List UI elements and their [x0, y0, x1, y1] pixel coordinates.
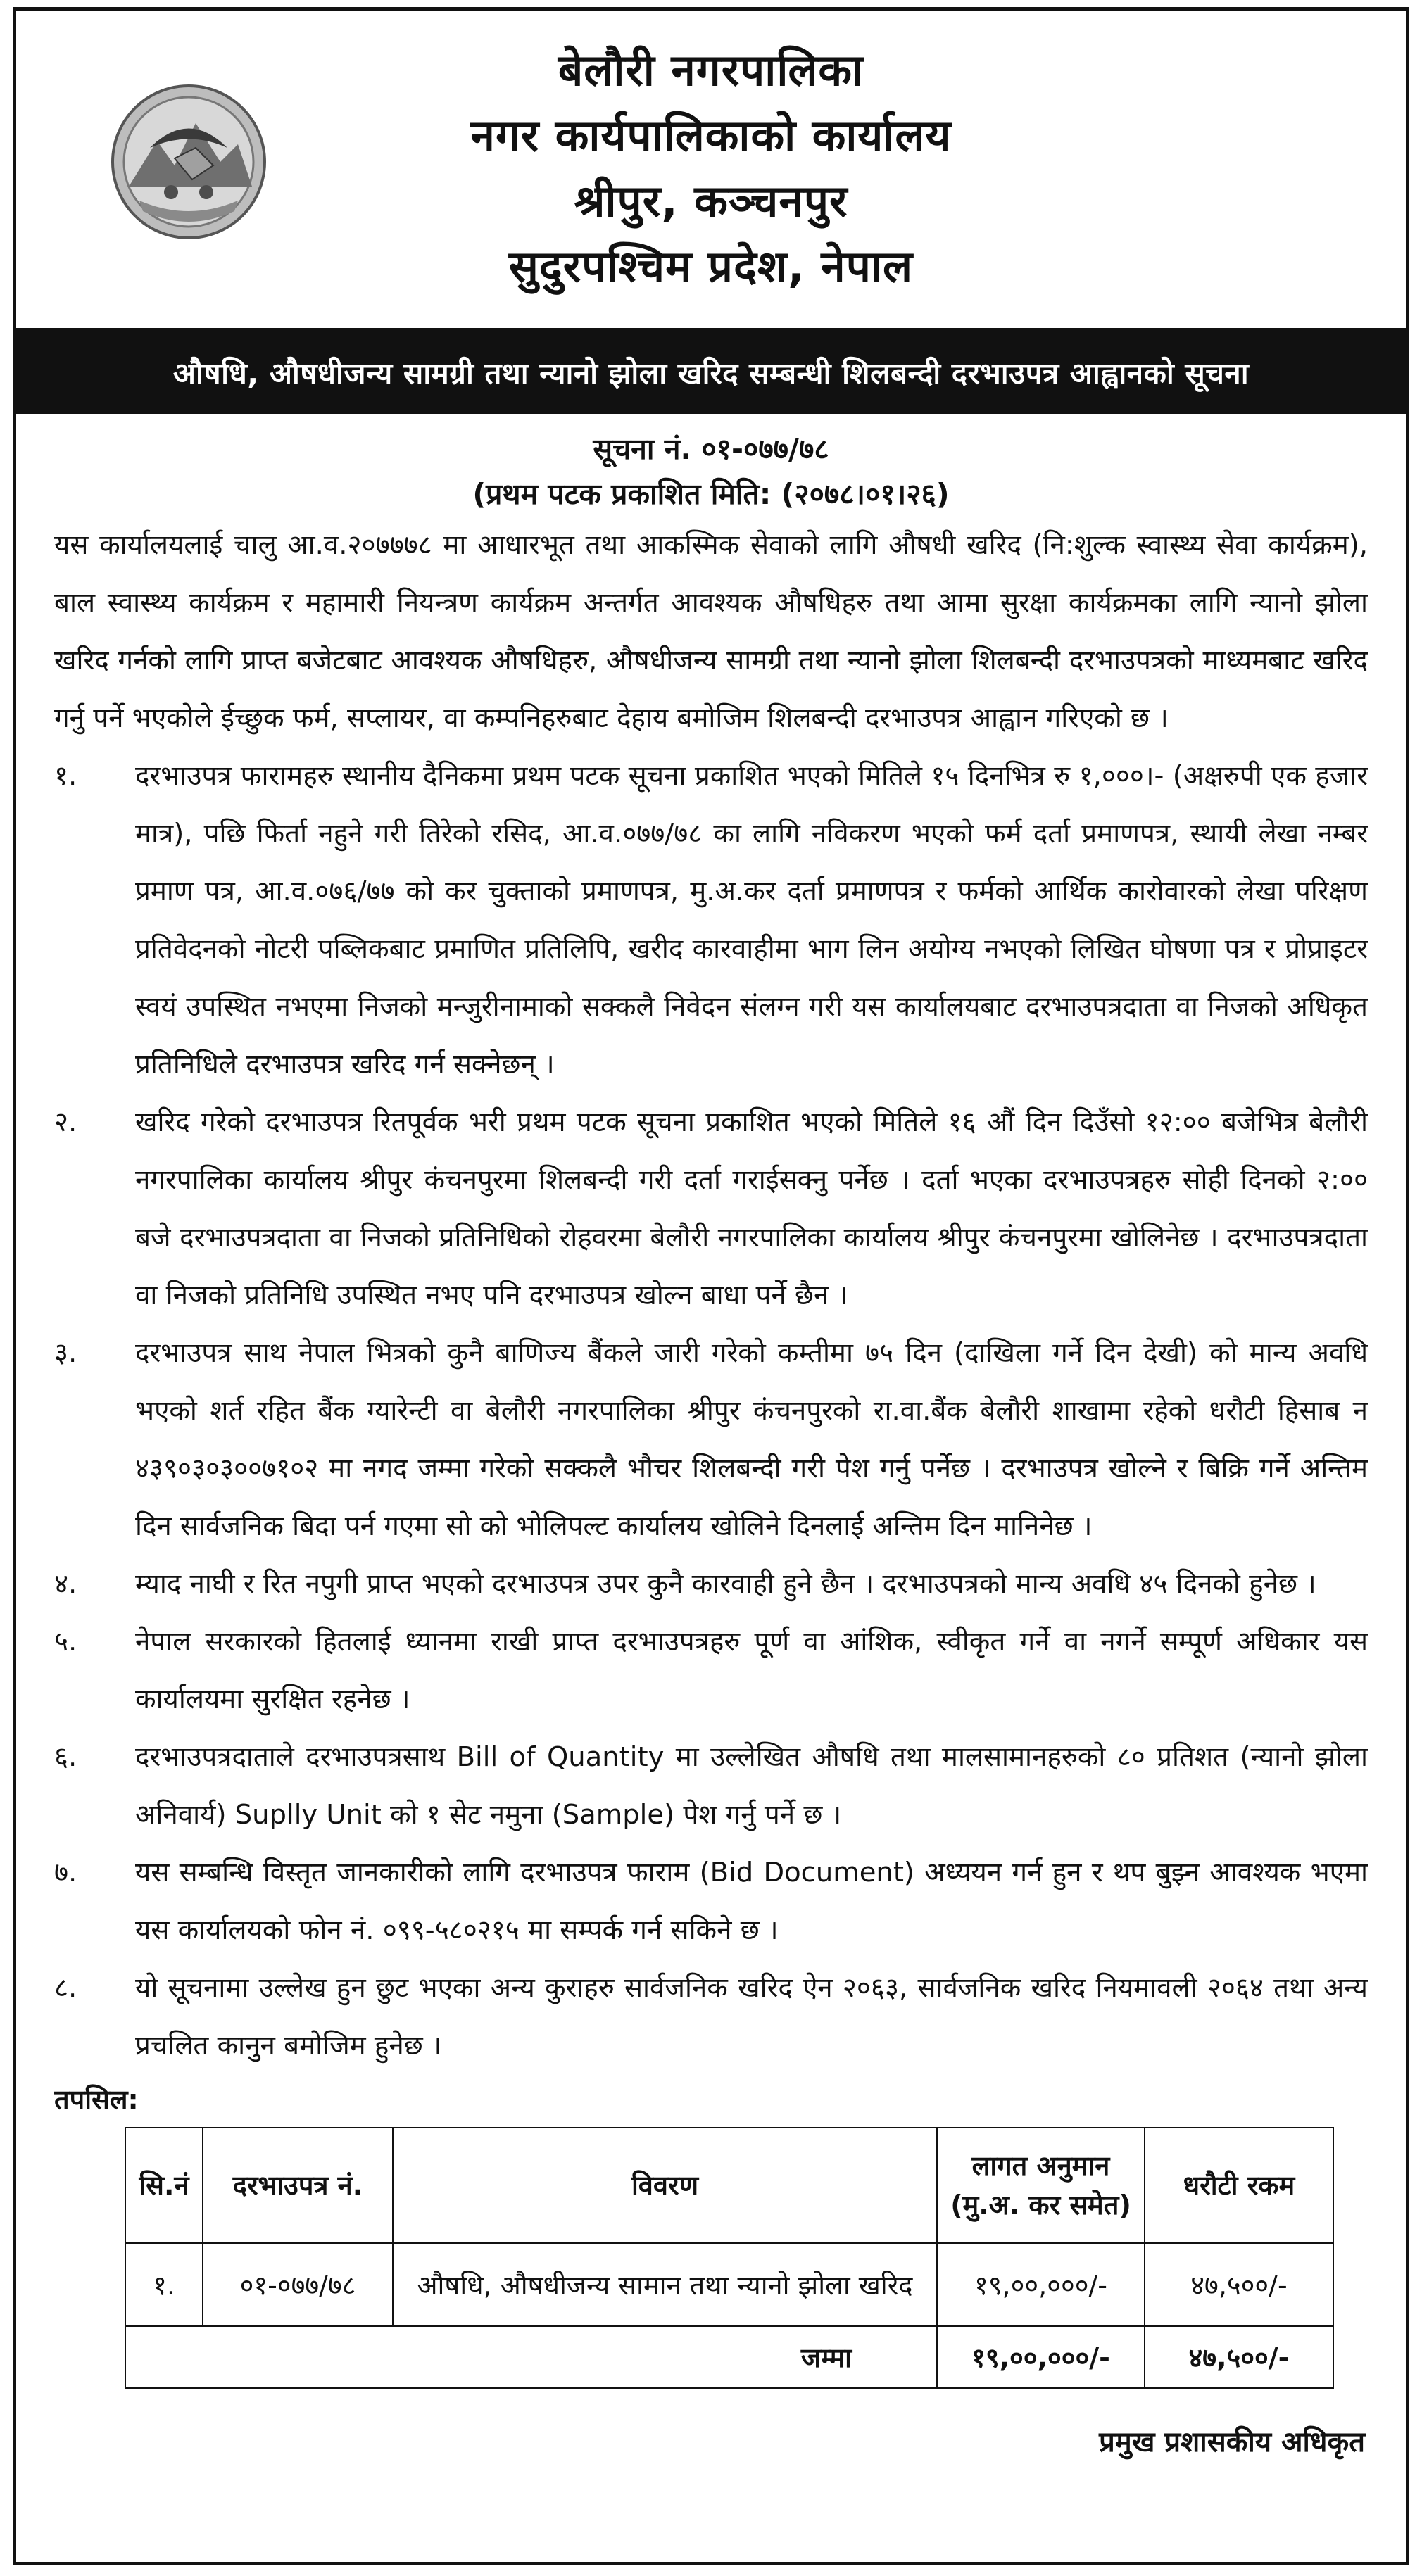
table-cell: १. — [125, 2243, 203, 2326]
column-header: विवरण — [393, 2128, 937, 2243]
publication-date: (प्रथम पटक प्रकाशित मिति: (२०७८।०१।२६) — [472, 477, 950, 511]
item-text: खरिद गरेको दरभाउपत्र रितपूर्वक भरी प्रथम पटक सूचना प्रकाशित भएको मितिले १६ औं दिन दिउँसो १२:०० बजेभित्र बेलौरी नगरपालिका कार्यालय श्रीपुर कंचनपुरमा शिलबन्दी गरी दर्ता गराईसक्नु पर्नेछ । दर्ता भएका दरभाउपत्रहरु सोही दिनको २:०० बजे दरभाउपत्रदाता वा निजको प्रतिनिधिको रोहवरमा बेलौरी नगरपालिका कार्यालय श्रीपुर कंचनपुरमा खोलिनेछ । दरभाउपत्रदाता वा निजको प्रतिनिधि उपस्थित नभए पनि दरभाउपत्र खोल्न बाधा पर्ने छैन । — [135, 1106, 1368, 1311]
province-name: सुदुरपश्चिम प्रदेश, नेपाल — [508, 241, 914, 292]
list-item — [54, 1613, 1368, 1729]
municipality-name: बेलौरी नगरपालिका — [558, 44, 864, 96]
table-cell: ४७,५००/- — [1145, 2243, 1333, 2326]
list-item — [54, 747, 1368, 1094]
list-item — [54, 1729, 1368, 1844]
list-item — [54, 1555, 1368, 1613]
table-cell: औषधि, औषधीजन्य सामान तथा न्यानो झोला खरिद — [393, 2243, 937, 2326]
item-number: ३. — [54, 1337, 77, 1369]
table-header-row — [125, 2128, 1333, 2243]
signatory-title: प्रमुख प्रशासकीय अधिकृत — [1099, 2426, 1365, 2458]
item-number: २. — [54, 1106, 77, 1138]
notice-number: सूचना नं. ०१-०७७/७८ — [593, 432, 829, 466]
intro-paragraph: यस कार्यालयलाई चालु आ.व.२०७७७८ मा आधारभूत तथा आकस्मिक सेवाको लागि औषधी खरिद (नि:शुल्क स्वास्थ्य सेवा कार्यक्रम), बाल स्वास्थ्य कार्यक्रम र महामारी नियन्त्रण कार्यक्रम अन्तर्गत आवश्यक औषधिहरु तथा आमा सुरक्षा कार्यक्रमका लागि न्यानो झोला खरिद गर्नको लागि प्राप्त बजेटबाट आवश्यक औषधिहरु, औषधीजन्य सामग्री तथा न्यानो झोला शिलबन्दी दरभाउपत्रको माध्यमबाट खरिद गर्नु पर्ने भएकोले ईच्छुक फर्म, सप्लायर, वा कम्पनिहरुबाट देहाय बमोजिम शिलबन्दी दरभाउपत्र आह्वान गरिएको छ । — [54, 529, 1368, 734]
total-label: जम्मा — [125, 2326, 937, 2388]
table-row — [125, 2243, 1333, 2326]
item-text: नेपाल सरकारको हितलाई ध्यानमा राखी प्राप्त दरभाउपत्रहरु पूर्ण वा आंशिक, स्वीकृत गर्ने वा नगर्ने सम्पूर्ण अधिकार यस कार्यालयमा सुरक्षित रहनेछ । — [135, 1626, 1368, 1715]
list-item — [54, 1325, 1368, 1555]
column-header: दरभाउपत्र नं. — [203, 2128, 393, 2243]
schedule-label: तपसिल: — [54, 2084, 139, 2115]
notice-page — [13, 7, 1409, 2565]
item-number: ६. — [54, 1741, 77, 1773]
item-text: यो सूचनामा उल्लेख हुन छुट भएका अन्य कुराहरु सार्वजनिक खरिद ऐन २०६३, सार्वजनिक खरिद नियमावली २०६४ तथा अन्य प्रचलित कानुन बमोजिम हुनेछ । — [135, 1972, 1368, 2062]
list-item — [54, 1844, 1368, 1959]
item-number: १. — [54, 760, 77, 792]
item-number: ४. — [54, 1568, 77, 1600]
notice-body — [16, 517, 1406, 2389]
notice-title-banner: औषधि, औषधीजन्य सामग्री तथा न्यानो झोला खरिद सम्बन्धी शिलबन्दी दरभाउपत्र आह्वानको सूचना — [16, 331, 1406, 414]
table-cell: १९,००,०००/- — [937, 2243, 1145, 2326]
total-deposit: ४७,५००/- — [1145, 2326, 1333, 2388]
item-number: ७. — [54, 1857, 77, 1888]
item-text: दरभाउपत्र फारामहरु स्थानीय दैनिकमा प्रथम पटक सूचना प्रकाशित भएको मितिले १५ दिनभित्र रु १,०००।- (अक्षरुपी एक हजार मात्र), पछि फिर्ता नहुने गरी तिरेको रसिद, आ.व.०७७/७८ का लागि नविकरण भएको फर्म दर्ता प्रमाणपत्र, स्थायी लेखा नम्बर प्रमाण पत्र, आ.व.०७६/७७ को कर चुक्ताको प्रमाणपत्र, मु.अ.कर दर्ता प्रमाणपत्र र फर्मको आर्थिक कारोवारको लेखा परिक्षण प्रतिवेदनको नोटरी पब्लिकबाट प्रमाणित प्रतिलिपि, खरीद कारवाहीमा भाग लिन अयोग्य नभएको लिखित घोषणा पत्र र प्रोप्राइटर स्वयं उपस्थित नभएमा निजको मन्जुरीनामाको सक्कलै निवेदन संलग्न गरी यस कार्यालयबाट दरभाउपत्रदाता वा निजको अधिकृत प्रतिनिधिले दरभाउपत्र खरिद गर्न सक्नेछन् । — [135, 760, 1368, 1080]
office-location: श्रीपुर, कञ्चनपुर — [574, 175, 848, 227]
item-text: म्याद नाघी र रित नपुगी प्राप्त भएको दरभाउपत्र उपर कुनै कारवाही हुने छैन । दरभाउपत्रको मान्य अवधि ४५ दिनको हुनेछ । — [135, 1568, 1316, 1600]
item-number: ५. — [54, 1626, 77, 1658]
list-item — [54, 1094, 1368, 1325]
column-header: धरौटी रकम — [1145, 2128, 1333, 2243]
column-header: सि.नं — [125, 2128, 203, 2243]
item-number: ८. — [54, 1972, 77, 2004]
letterhead — [16, 11, 1406, 331]
total-row — [125, 2326, 1333, 2388]
office-name: नगर कार्यपालिकाको कार्यालय — [470, 110, 952, 161]
total-cost: १९,००,०००/- — [937, 2326, 1145, 2388]
item-text: यस सम्बन्धि विस्तृत जानकारीको लागि दरभाउपत्र फाराम (Bid Document) अध्ययन गर्न हुन र थप बुझ्न आवश्यक भएमा यस कार्यालयको फोन नं. ०९९-५८०२१५ मा सम्पर्क गर्न सकिने छ । — [135, 1857, 1368, 1946]
list-item — [54, 1959, 1368, 2075]
column-header: लागत अनुमान (मु.अ. कर समेत) — [937, 2128, 1145, 2243]
item-text: दरभाउपत्रदाताले दरभाउपत्रसाथ Bill of Quantity मा उल्लेखित औषधि तथा मालसामानहरुको ८० प्रतिशत (न्यानो झोला अनिवार्य) Suplly Unit को १ सेट नमुना (Sample) पेश गर्नु पर्ने छ । — [135, 1741, 1368, 1831]
item-text: दरभाउपत्र साथ नेपाल भित्रको कुनै बाणिज्य बैंकले जारी गरेको कम्तीमा ७५ दिन (दाखिला गर्ने दिन देखी) को मान्य अवधि भएको शर्त रहित बैंक ग्यारेन्टी वा बेलौरी नगरपालिका श्रीपुर कंचनपुरको रा.वा.बैंक बेलौरी शाखामा रहेको धरौटी हिसाब न ४३९०३०३००७१०२ मा नगद जम्मा गरेको सक्कलै भौचर शिलबन्दी गरी पेश गर्नु पर्नेछ । दरभाउपत्र खोल्ने र बिक्रि गर्ने अन्तिम दिन सार्वजनिक बिदा पर्न गएमा सो को भोलिपल्ट कार्यालय खोलिने दिनलाई अन्तिम दिन मानिनेछ । — [135, 1337, 1368, 1542]
table-cell: ०१-०७७/७८ — [203, 2243, 393, 2326]
schedule-table — [125, 2127, 1334, 2389]
